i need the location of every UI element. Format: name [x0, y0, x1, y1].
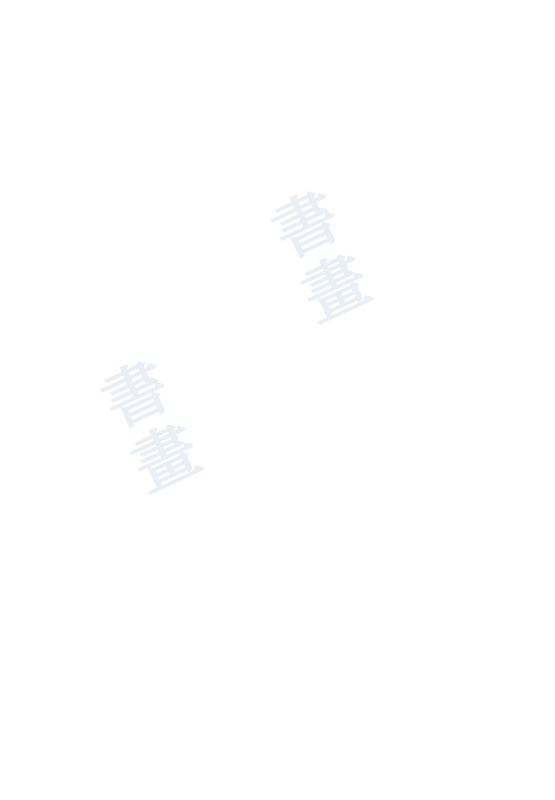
watermark: 書畫: [252, 180, 380, 340]
watermark: 書畫: [82, 350, 210, 510]
